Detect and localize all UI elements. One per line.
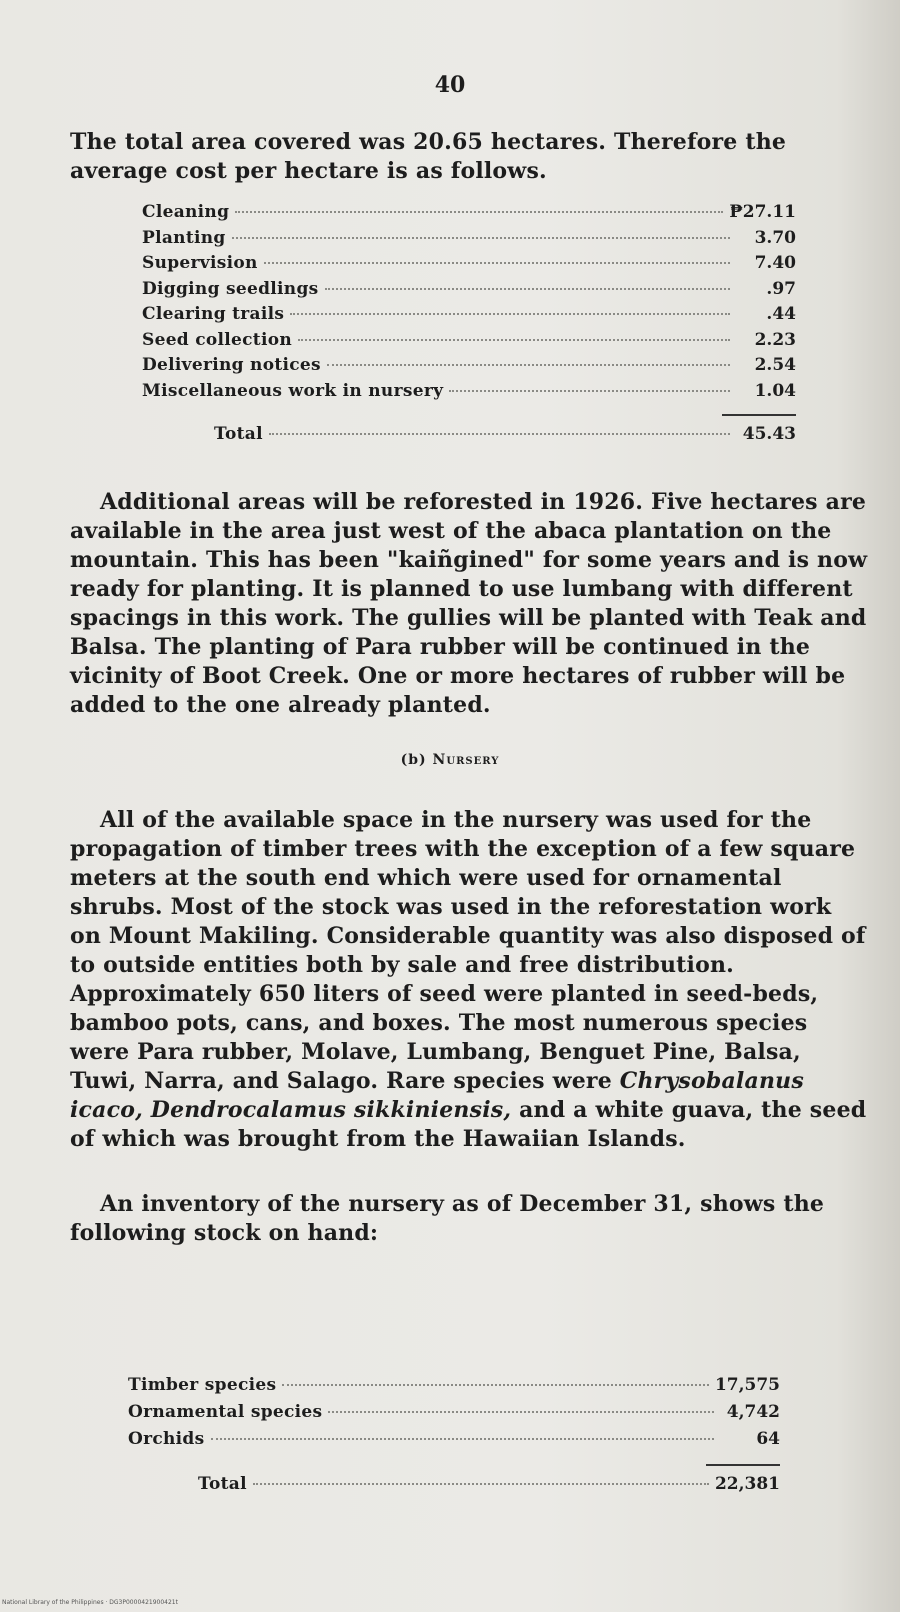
row-label: Seed collection xyxy=(142,329,292,350)
total-row xyxy=(142,424,796,450)
row-label: Cleaning xyxy=(142,202,230,222)
paragraph-area-intro: The total area covered was 20.65 hectares. Therefore the average cost per hectare is as follows. xyxy=(70,129,787,184)
species-italic: Chrysobalanus icaco, Dendrocalamus sikkiniensis, xyxy=(70,1068,804,1123)
leader-dots xyxy=(325,288,730,290)
row-value: 4,742 xyxy=(726,1402,780,1422)
row-label: Ornamental species xyxy=(128,1402,323,1422)
scan-footer: National Library of the Philippines · DG3P0000421900421t xyxy=(2,1599,178,1606)
row-value: 7.40 xyxy=(754,253,796,273)
row-value: 1.04 xyxy=(754,380,796,401)
page-number: 40 xyxy=(434,72,466,98)
leader-dots xyxy=(235,211,723,213)
row-value: 2.54 xyxy=(754,355,796,375)
paragraph-inventory xyxy=(70,1190,870,1248)
leader-dots xyxy=(269,433,730,435)
row-label: Delivering notices xyxy=(142,355,321,375)
row-label: Miscellaneous work in nursery xyxy=(142,380,444,401)
row-value: 2.23 xyxy=(754,329,796,350)
row-value: 17,575 xyxy=(714,1375,780,1395)
table-row xyxy=(142,304,796,330)
total-label: Total xyxy=(214,424,263,444)
table-row xyxy=(142,355,796,381)
leader-dots xyxy=(328,1411,714,1413)
table-row xyxy=(142,330,796,356)
row-value: .97 xyxy=(766,278,796,299)
leader-dots xyxy=(253,1483,709,1485)
total-value: 22,381 xyxy=(714,1474,780,1494)
cost-per-hectare-table xyxy=(142,202,796,450)
leader-dots xyxy=(232,237,730,239)
section-marker: (b) xyxy=(400,752,427,768)
row-label: Orchids xyxy=(128,1429,205,1449)
row-label: Planting xyxy=(142,227,226,248)
table-row xyxy=(142,228,796,254)
leader-dots xyxy=(327,364,730,366)
leader-dots xyxy=(290,313,730,315)
leader-dots xyxy=(282,1384,709,1386)
row-value: 3.70 xyxy=(754,227,796,248)
leader-dots xyxy=(264,262,730,264)
table-row xyxy=(142,381,796,407)
row-value: ₱27.11 xyxy=(729,202,796,222)
total-value: 45.43 xyxy=(742,424,796,444)
table-row xyxy=(128,1402,780,1429)
row-label: Digging seedlings xyxy=(142,278,319,299)
paragraph-nursery xyxy=(70,806,870,1154)
table-row xyxy=(142,202,796,228)
nursery-stock-table xyxy=(128,1375,780,1501)
total-rule xyxy=(722,414,796,416)
row-value: .44 xyxy=(766,304,796,324)
row-label: Supervision xyxy=(142,253,258,273)
section-heading xyxy=(0,752,900,768)
paragraph-text: All of the available space in the nursery was used for the propagation of timber trees with the exception of a few square meters at the south end which were used for ornamental shrubs. Most of the stock was used in the reforestation work on Mount Makiling. Considerable quantity was also disposed of to outside entities both by sale and free distribution. Approximately 650 liters of seed were planted in seed-beds, bamboo pots, cans, and boxes. The most numerous species were Para rubber, Molave, Lumbang, Benguet Pine, Balsa, Tuwi, Narra, and Salago. Rare species were xyxy=(70,807,866,1094)
leader-dots xyxy=(449,390,730,392)
paragraph-text: Additional areas will be reforested in 1926. Five hectares are available in the area just west of the abaca plantation on the mountain. This has been "kaiñgined" for some years and is now ready for planting. It is planned to use lumbang with different spacings in this work. The gullies will be planted with Teak and Balsa. The planting of Para rubber will be continued in the vicinity of Boot Creek. One or more hectares of rubber will be added to the one already planted. xyxy=(70,489,868,718)
total-rule xyxy=(706,1464,780,1466)
total-row xyxy=(128,1474,780,1501)
total-label: Total xyxy=(198,1474,247,1494)
leader-dots xyxy=(298,339,730,341)
section-title: Nursery xyxy=(432,752,500,768)
paragraph-text: and a white guava, the seed of which was brought from the Hawaiian Islands. xyxy=(70,1097,867,1152)
table-row xyxy=(142,253,796,279)
paragraph-text: An inventory of the nursery as of December 31, shows the following stock on hand: xyxy=(70,1191,825,1246)
leader-dots xyxy=(211,1438,715,1440)
row-value: 64 xyxy=(756,1429,780,1449)
paragraph-additional-areas xyxy=(70,488,870,720)
row-label: Clearing trails xyxy=(142,304,285,324)
table-row xyxy=(128,1429,780,1456)
table-row xyxy=(142,279,796,305)
table-row xyxy=(128,1375,780,1402)
row-label: Timber species xyxy=(128,1375,277,1395)
